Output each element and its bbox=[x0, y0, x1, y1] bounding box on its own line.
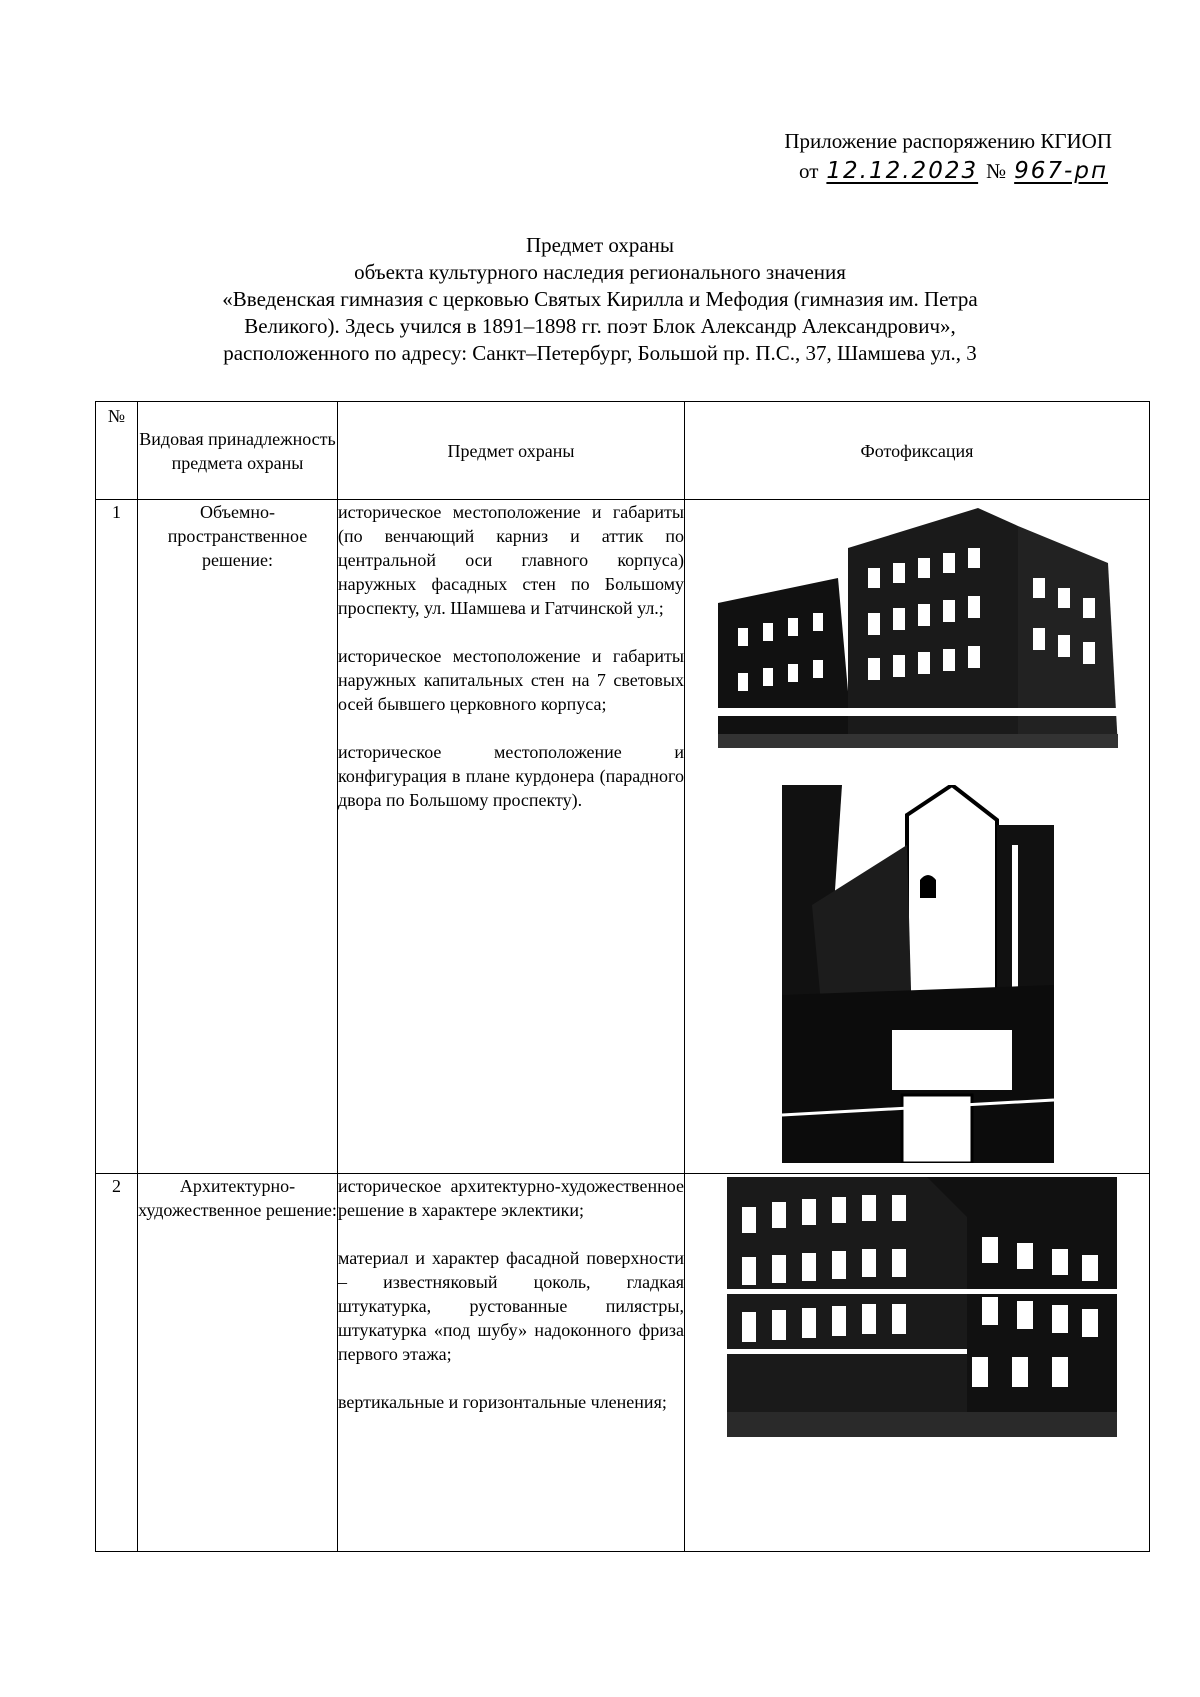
title-line-2: объекта культурного наследия регионального значения bbox=[354, 260, 846, 284]
order-date: 12.12.2023 bbox=[826, 158, 979, 184]
subject-item: вертикальные и горизонтальные членения; bbox=[338, 1392, 667, 1412]
appendix-header bbox=[784, 126, 1112, 186]
subject-item: историческое архитектурно-художественное решение в характере эклектики; bbox=[338, 1176, 684, 1220]
appendix-date-number bbox=[784, 156, 1112, 186]
subject-item: историческое местоположение и конфигурация в плане курдонера (парадного двора по Большому проспекту). bbox=[338, 742, 684, 810]
appendix-title: Приложение распоряжению КГИОП bbox=[784, 129, 1112, 153]
row-kind: Объемно-пространственное решение: bbox=[138, 500, 338, 1174]
header-photo: Фотофиксация bbox=[685, 402, 1150, 500]
table-row bbox=[96, 500, 1150, 1174]
document-title bbox=[100, 232, 1100, 367]
subject-item: историческое местоположение и габариты наружных капитальных стен на 7 световых осей бывшего церковного корпуса; bbox=[338, 646, 684, 714]
from-label: от bbox=[799, 159, 819, 183]
protection-table bbox=[95, 401, 1150, 1552]
subject-item: историческое местоположение и габариты (по венчающий карниз и аттик по центральной оси главного корпуса) наружных фасадных стен по Большому проспекту, ул. Шамшева и Гатчинской ул.; bbox=[338, 502, 684, 618]
header-subject: Предмет охраны bbox=[338, 402, 685, 500]
row-photos bbox=[685, 1174, 1150, 1552]
header-num: № bbox=[96, 402, 138, 500]
facade-detail-photo bbox=[727, 1177, 1117, 1437]
table-header-row bbox=[96, 402, 1150, 500]
row-subject bbox=[338, 500, 685, 1174]
table-row bbox=[96, 1174, 1150, 1552]
order-number: 967-рп bbox=[1014, 158, 1108, 184]
row-kind: Архитектурно-художественное решение: bbox=[138, 1174, 338, 1552]
row-number: 2 bbox=[96, 1174, 138, 1552]
building-facade-photo bbox=[718, 508, 1118, 748]
row-photos bbox=[685, 500, 1150, 1174]
number-label: № bbox=[986, 159, 1007, 183]
subject-item: материал и характер фасадной поверхности – известняковый цоколь, гладкая штукатурка, рустованные пилястры, штукатурка «под шубу» надоконного фриза первого этажа; bbox=[338, 1248, 684, 1364]
row-number: 1 bbox=[96, 500, 138, 1174]
row-subject bbox=[338, 1174, 685, 1552]
title-line-3: «Введенская гимназия с церковью Святых Кирилла и Мефодия (гимназия им. Петра bbox=[222, 287, 978, 311]
header-kind: Видовая принадлежность предмета охраны bbox=[138, 402, 338, 500]
church-wing-photo bbox=[782, 785, 1054, 1163]
title-line-5: расположенного по адресу: Санкт–Петербург, Большой пр. П.С., 37, Шамшева ул., 3 bbox=[223, 341, 977, 365]
title-line-1: Предмет охраны bbox=[525, 233, 675, 257]
title-line-4: Великого). Здесь учился в 1891–1898 гг. поэт Блок Александр Александрович», bbox=[244, 314, 956, 338]
